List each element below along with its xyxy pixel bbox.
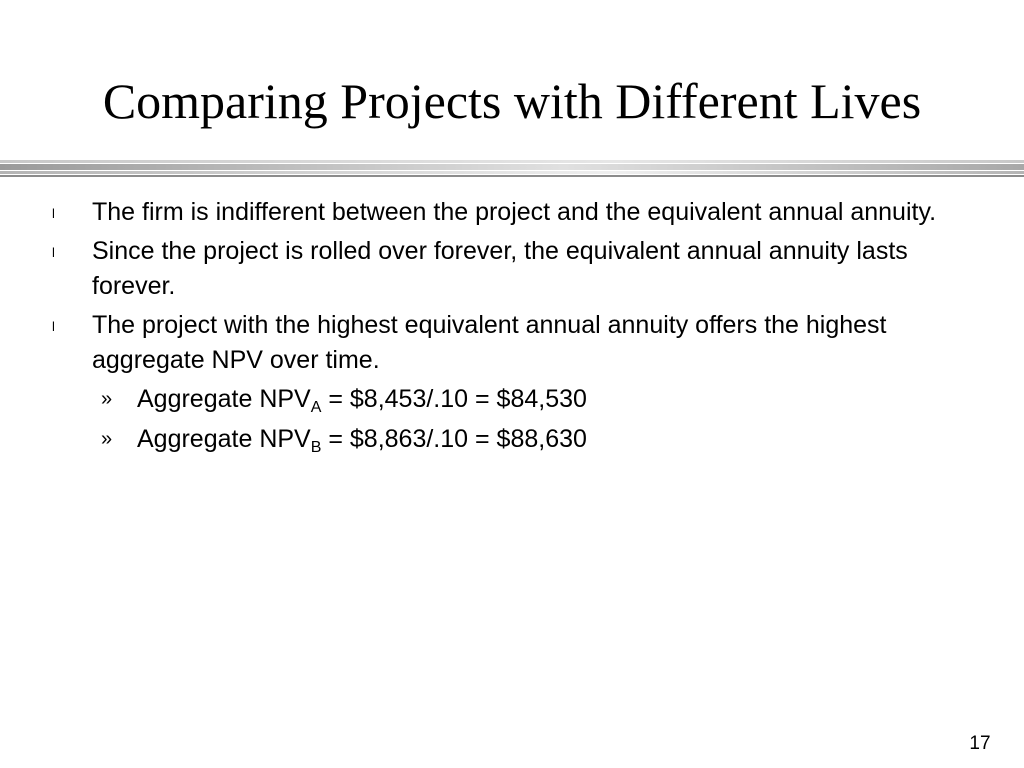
bullet-text: The firm is indifferent between the project and the equivalent annual annuity. <box>92 198 937 226</box>
bullet-item <box>0 234 1024 304</box>
sub-bullet-rest: = $8,863/.10 = $88,630 <box>321 425 587 453</box>
sub-bullet-item <box>0 382 1024 417</box>
bullet-marker-icon: l <box>52 206 55 221</box>
title-divider <box>0 160 1024 178</box>
sub-bullet-prefix: Aggregate NPV <box>137 385 311 413</box>
bullet-text: Since the project is rolled over forever, the equivalent annual annuity lasts forever. <box>92 237 908 300</box>
bullet-marker-icon: l <box>52 319 55 334</box>
divider-band <box>0 164 1024 170</box>
sub-bullet-marker-icon: » <box>101 388 113 410</box>
divider-band <box>0 175 1024 177</box>
divider-band <box>0 171 1024 174</box>
slide-title: Comparing Projects with Different Lives <box>102 73 922 129</box>
bullet-marker-icon: l <box>52 245 55 260</box>
sub-bullet-item <box>0 422 1024 457</box>
slide-body <box>0 195 1024 462</box>
sub-bullet-marker-icon: » <box>101 428 113 450</box>
bullet-text: The project with the highest equivalent annual annuity offers the highest aggregate NPV over time. <box>92 311 887 374</box>
sub-bullet-subscript: A <box>310 399 322 416</box>
bullet-item <box>0 195 1024 230</box>
divider-band <box>0 160 1024 163</box>
bullet-item <box>0 308 1024 378</box>
sub-bullet-prefix: Aggregate NPV <box>137 425 311 453</box>
sub-bullet-subscript: B <box>310 439 322 456</box>
page-number: 17 <box>969 733 991 754</box>
sub-bullet-rest: = $8,453/.10 = $84,530 <box>321 385 587 413</box>
